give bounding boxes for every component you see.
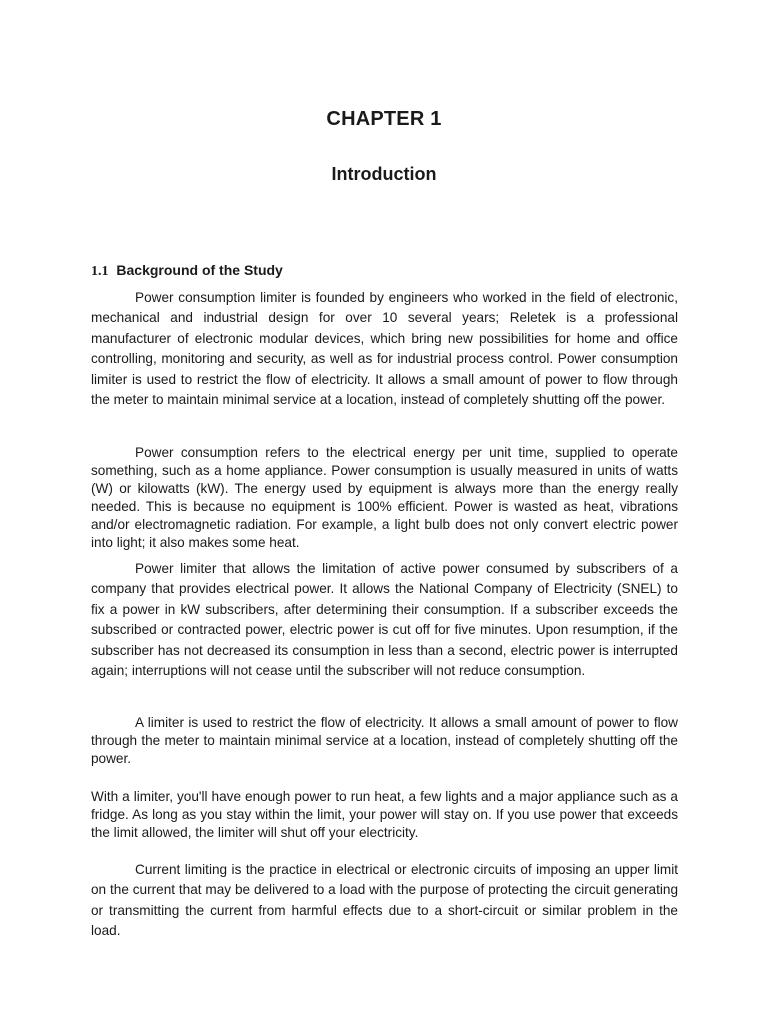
paragraph-power-consumption: Power consumption refers to the electrical energy per unit time, supplied to operate something, such as a home appliance. Power consumption is usually measured in units of watts (W) or kilowatts (kW). The energy used by equipment is always more than the energy really needed. This is because no equipment is 100% efficient. Power is wasted as heat, vibrations and/or electromagnetic radiation. For example, a light bulb does not only convert electric power into light; it also makes some heat.	[91, 445, 678, 550]
section-heading	[91, 261, 283, 281]
chapter-subtitle: Introduction	[331, 164, 437, 184]
section-number: 1.1	[91, 264, 109, 279]
paragraph-power-limiter: Power limiter that allows the limitation of active power consumed by subscribers of a company that provides electrical power. It allows the National Company of Electricity (SNEL) to fix a power in kW subscribers, after determining their consumption. If a subscriber exceeds the subscribed or contracted power, electric power is cut off for five minutes. Upon resumption, if the subscriber has not decreased its consumption in less than a second, electric power is interrupted again; interruptions will not cease until the subscriber will not reduce consumption.	[91, 561, 678, 679]
paragraph-background-1: Power consumption limiter is founded by engineers who worked in the field of electronic, mechanical and industrial design for over 10 several years; Reletek is a professional manufacturer of electronic modular devices, which bring new possibilities for home and office controlling, monitoring and security, as well as for industrial process control. Power consumption limiter is used to restrict the flow of electricity. It allows a small amount of power to flow through the meter to maintain minimal service at a location, instead of completely shutting off the power.	[91, 290, 678, 408]
paragraph-limiter-usage: With a limiter, you'll have enough power to run heat, a few lights and a major appliance such as a fridge. As long as you stay within the limit, your power will stay on. If you use power that exceeds the limit allowed, the limiter will shut off your electricity.	[91, 789, 678, 840]
paragraph-current-limiting: Current limiting is the practice in electrical or electronic circuits of imposing an upper limit on the current that may be delivered to a load with the purpose of protecting the circuit generating or transmitting the current from harmful effects due to a short-circuit or similar problem in the load.	[91, 862, 678, 939]
section-title: Background of the Study	[116, 262, 283, 278]
chapter-title: CHAPTER 1	[326, 108, 442, 130]
paragraph-limiter-definition: A limiter is used to restrict the flow of electricity. It allows a small amount of power to flow through the meter to maintain minimal service at a location, instead of completely shutting off the power.	[91, 715, 678, 766]
